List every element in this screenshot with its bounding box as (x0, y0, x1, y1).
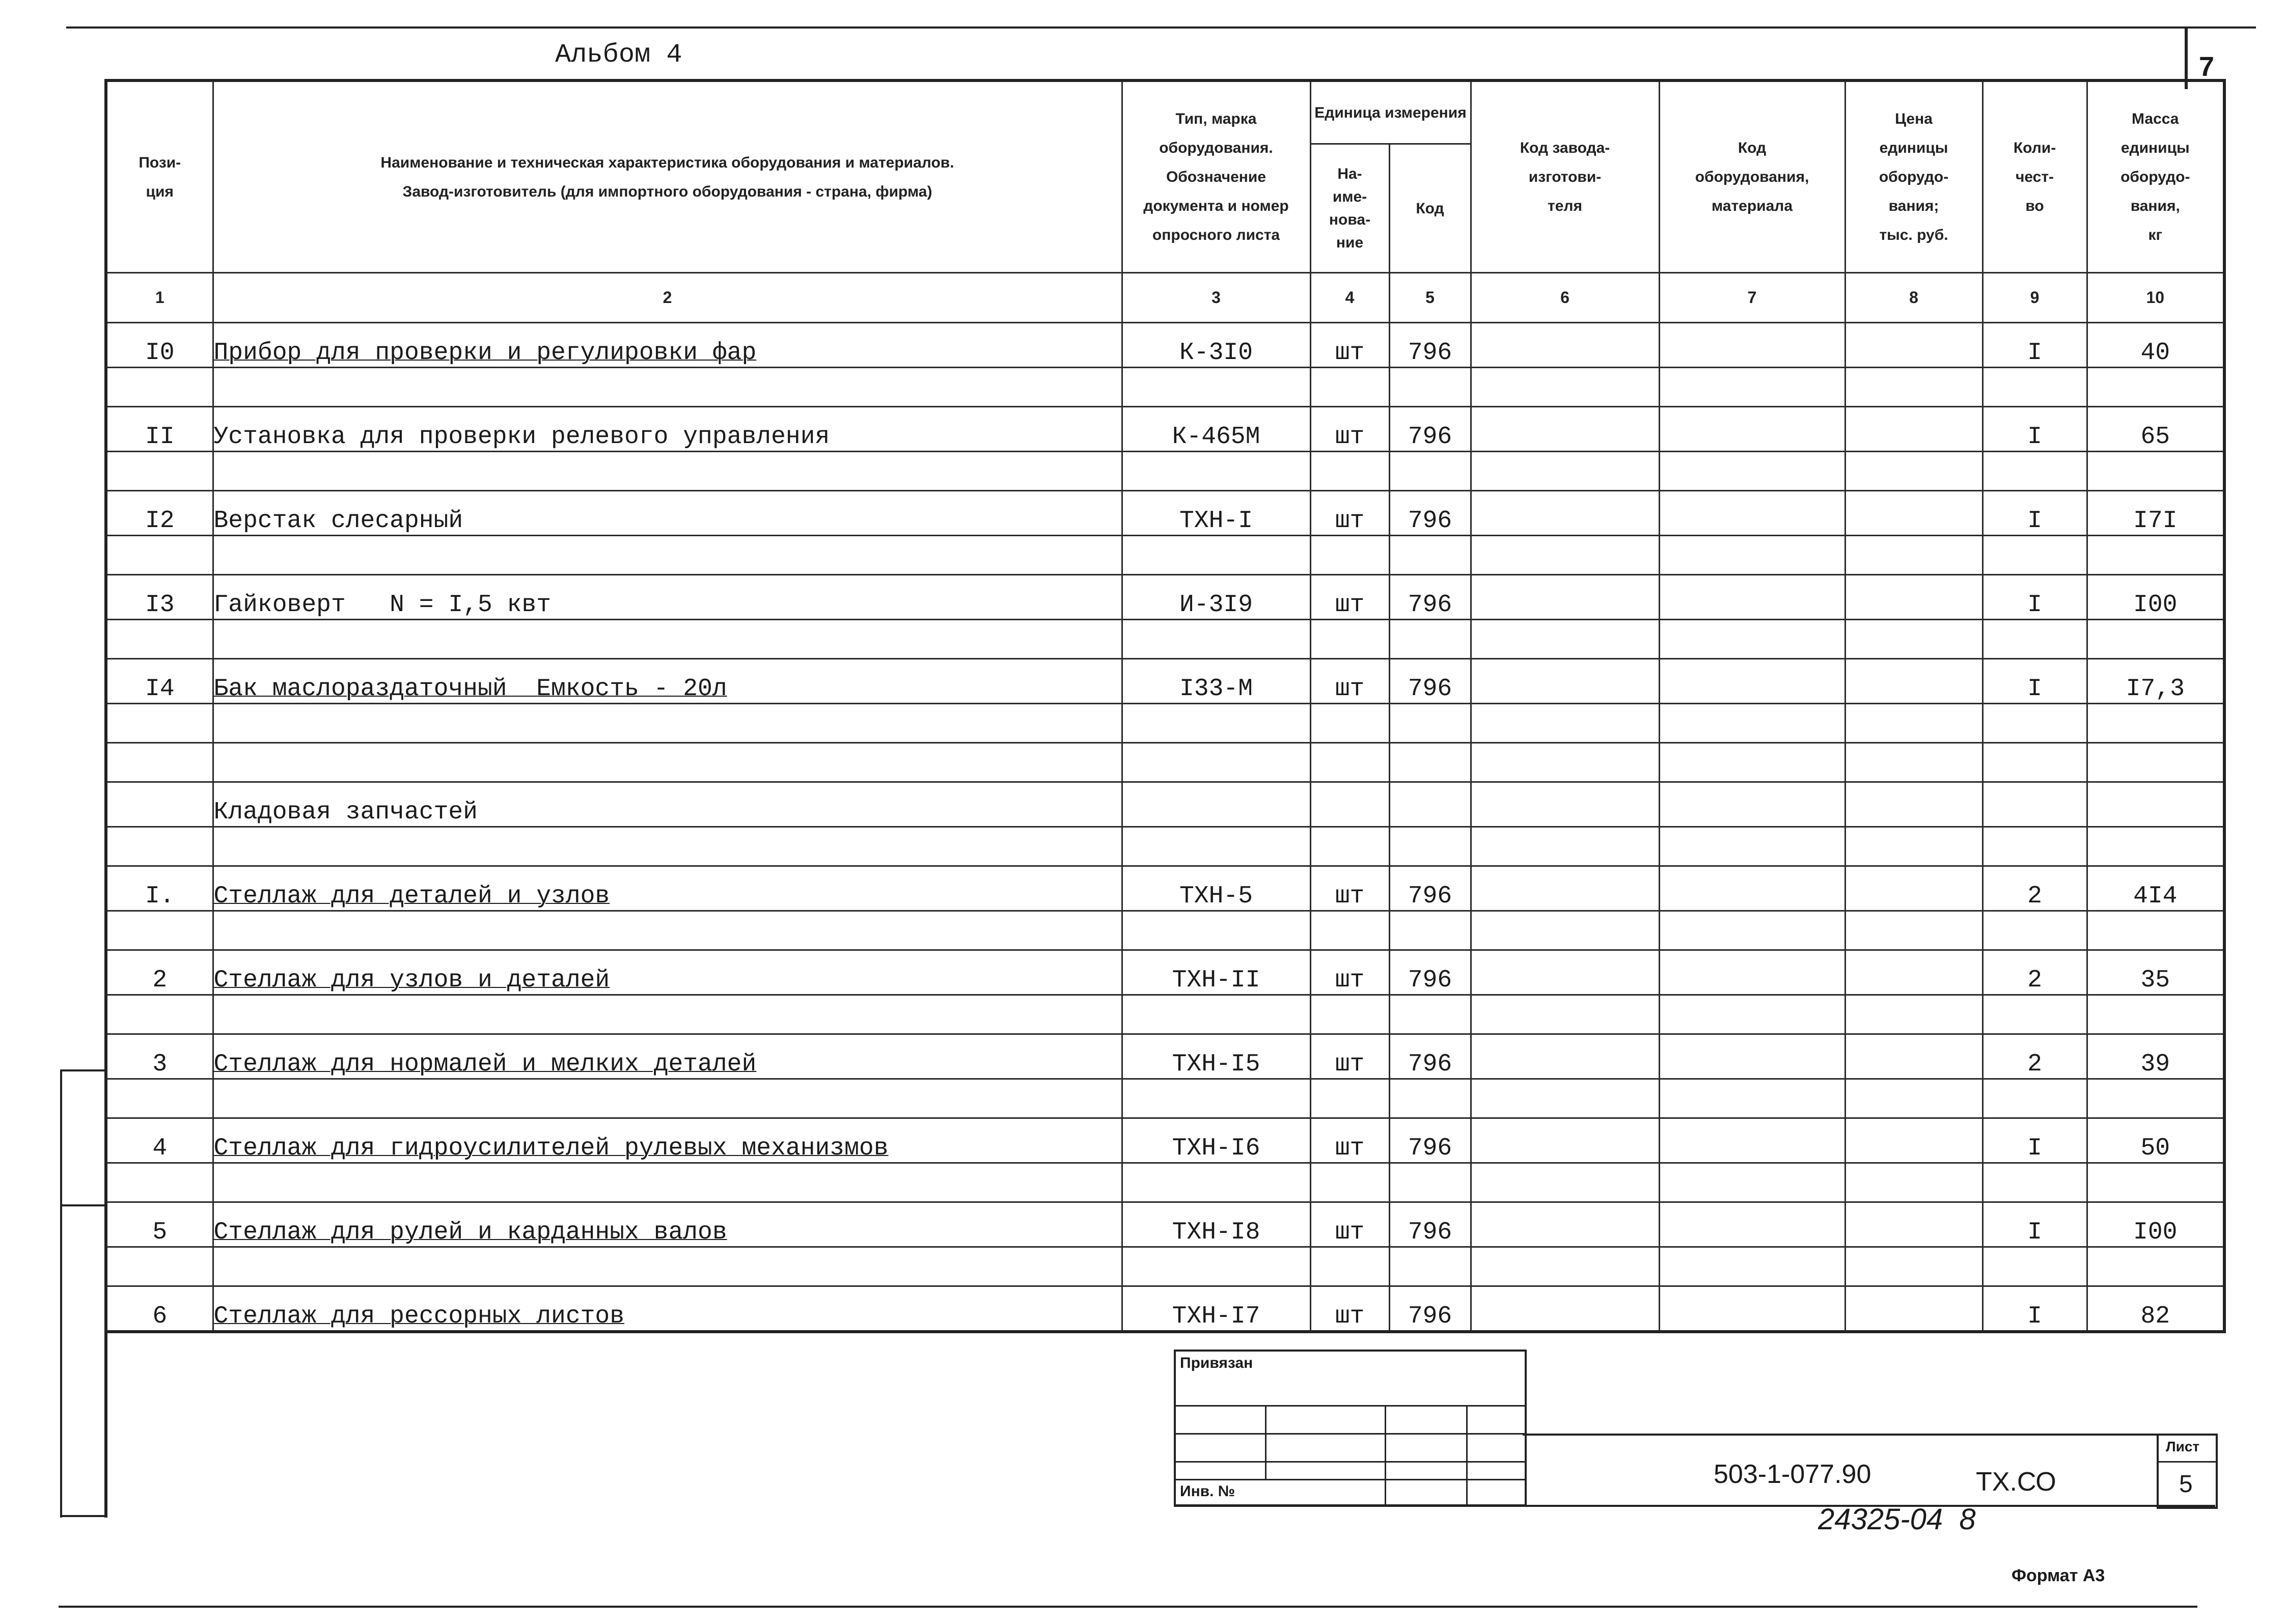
cell-mass: 35 (2087, 950, 2224, 995)
header-qty: Коли- чест- во (1982, 80, 2087, 273)
cell-empty (1659, 1118, 1845, 1163)
doc-code: ТХ.СО (1976, 1467, 2056, 1497)
cell-unit: шт (1310, 1118, 1389, 1163)
spacer-row (106, 827, 2224, 866)
header-unit-name: На- име- нова- ние (1310, 144, 1389, 273)
cell-qty: 2 (1982, 1034, 2087, 1079)
col-num: 3 (1122, 273, 1310, 323)
cell-type: I33-М (1122, 659, 1310, 704)
specification-table (104, 79, 2226, 1333)
cell-code: 796 (1389, 1286, 1471, 1332)
binding-strip-tick (60, 1515, 106, 1517)
cell-name (213, 323, 1122, 368)
cell-empty (1659, 1034, 1845, 1079)
stamp-vline (1385, 1405, 1386, 1504)
stamp-vline (1265, 1405, 1266, 1479)
title-block-line (1174, 1505, 2215, 1507)
cell-type: ТХН-I6 (1122, 1118, 1310, 1163)
col-num: 7 (1659, 273, 1845, 323)
cell-qty: I (1982, 659, 2087, 704)
cell-code: 796 (1389, 1202, 1471, 1247)
header-name: Наименование и техническая характеристика оборудования и материалов. Завод-изготовитель (для импортного оборудования - страна, фирма) (213, 80, 1122, 273)
cell-empty (1659, 575, 1845, 620)
spacer-row (106, 743, 2224, 782)
cell-type: К-3I0 (1122, 323, 1310, 368)
cell-empty (1845, 575, 1982, 620)
col-num: 2 (213, 273, 1122, 323)
col-num: 6 (1471, 273, 1659, 323)
sheet-label: Лист (2166, 1439, 2200, 1454)
col-num: 1 (106, 273, 213, 323)
cell-name (213, 1286, 1122, 1332)
col-num: 10 (2087, 273, 2224, 323)
binding-strip-tick (60, 1069, 106, 1071)
cell-qty: 2 (1982, 866, 2087, 911)
title-block-stamp (1174, 1350, 1527, 1506)
binding-strip-tick (60, 1204, 106, 1206)
cell-pos: 4 (106, 1118, 213, 1163)
cell-name (213, 1202, 1122, 1247)
header-equip-code: Код оборудования, материала (1659, 80, 1845, 273)
cell-name-text: Стеллаж для рессорных листов (213, 1303, 625, 1330)
cell-empty (1659, 1202, 1845, 1247)
spacer-row (106, 620, 2224, 659)
cell-name: Установка для проверки релевого управления (213, 407, 1122, 452)
cell-empty (1471, 1034, 1659, 1079)
header-unit-group: Единица измерения (1310, 80, 1471, 144)
section-title: Кладовая запчастей (213, 782, 1122, 827)
table-row (106, 659, 2224, 704)
cell-name (213, 1034, 1122, 1079)
stamp-line (1176, 1405, 1525, 1407)
cell-empty (1845, 407, 1982, 452)
cell-unit: шт (1310, 575, 1389, 620)
cell-empty (1471, 491, 1659, 536)
table-row (106, 575, 2224, 620)
cell-name (213, 866, 1122, 911)
spacer-row (106, 704, 2224, 743)
cell-empty (1659, 407, 1845, 452)
cell-qty: I (1982, 1202, 2087, 1247)
cell-pos: 2 (106, 950, 213, 995)
cell-empty (1845, 659, 1982, 704)
cell-name: Гайковерт N = I,5 квт (213, 575, 1122, 620)
cell-name-text: Стеллаж для нормалей и мелких деталей (213, 1051, 757, 1078)
stamp-line (1176, 1433, 1525, 1435)
spacer-row (106, 995, 2224, 1034)
cell-qty: I (1982, 575, 2087, 620)
cell-mass: 65 (2087, 407, 2224, 452)
cell-empty (1845, 950, 1982, 995)
cell-unit: шт (1310, 1202, 1389, 1247)
sheet-divider (2159, 1461, 2216, 1463)
cell-code: 796 (1389, 491, 1471, 536)
cell-qty: I (1982, 491, 2087, 536)
cell-unit: шт (1310, 491, 1389, 536)
cell-code: 796 (1389, 659, 1471, 704)
spacer-row (106, 536, 2224, 575)
table-row (106, 1034, 2224, 1079)
cell-mass: 40 (2087, 323, 2224, 368)
cell-pos: I. (106, 866, 213, 911)
cell-empty (1845, 1202, 1982, 1247)
cell-pos: 3 (106, 1034, 213, 1079)
cell-type: ТХН-I5 (1122, 1034, 1310, 1079)
stamp-line (1176, 1479, 1525, 1480)
spacer-row (106, 368, 2224, 407)
cell-pos: 5 (106, 1202, 213, 1247)
cell-empty (1471, 1118, 1659, 1163)
cell-pos: II (106, 407, 213, 452)
spacer-row (106, 1163, 2224, 1202)
cell-name-text: Стеллаж для деталей и узлов (213, 883, 610, 910)
cell-qty: 2 (1982, 950, 2087, 995)
header-plant-code: Код завода- изготови- теля (1471, 80, 1659, 273)
format-label: Формат А3 (2012, 1566, 2105, 1585)
cell-empty (1659, 1286, 1845, 1332)
cell-pos: 6 (106, 1286, 213, 1332)
table-row (106, 1118, 2224, 1163)
column-number-row (106, 273, 2224, 323)
cell-code: 796 (1389, 323, 1471, 368)
cell-empty (1471, 407, 1659, 452)
cell-code: 796 (1389, 1118, 1471, 1163)
cell-empty (1471, 950, 1659, 995)
cell-name (213, 659, 1122, 704)
header-type: Тип, марка оборудования. Обозначение документа и номер опросного листа (1122, 80, 1310, 273)
cell-type: К-465М (1122, 407, 1310, 452)
cell-mass: I7,3 (2087, 659, 2224, 704)
cell-unit: шт (1310, 659, 1389, 704)
cell-unit: шт (1310, 1286, 1389, 1332)
spacer-row (106, 911, 2224, 950)
cell-type: ТХН-II (1122, 950, 1310, 995)
cell-pos: I4 (106, 659, 213, 704)
cell-pos: I3 (106, 575, 213, 620)
cell-mass: I00 (2087, 575, 2224, 620)
cell-empty (1471, 659, 1659, 704)
table-row (106, 1286, 2224, 1332)
cell-type: ТХН-I7 (1122, 1286, 1310, 1332)
top-rule (66, 26, 2256, 29)
cell-empty (1845, 866, 1982, 911)
stamp-line (1176, 1461, 1525, 1463)
table-row (106, 323, 2224, 368)
cell-mass: 39 (2087, 1034, 2224, 1079)
cell-name-text: Стеллаж для рулей и карданных валов (213, 1219, 727, 1246)
cell-pos: I2 (106, 491, 213, 536)
cell-mass: 50 (2087, 1118, 2224, 1163)
cell-name-text: Стеллаж для гидроусилителей рулевых механизмов (213, 1135, 889, 1162)
cell-code: 796 (1389, 1034, 1471, 1079)
album-title: Альбом 4 (555, 40, 682, 70)
cell-name-text: Прибор для проверки и регулировки фар (213, 339, 757, 367)
handwritten-number: 24325-04 8 (1818, 1503, 1976, 1536)
cell-mass: 4I4 (2087, 866, 2224, 911)
cell-name-text: Бак маслораздаточный Емкость - 20л (213, 675, 727, 703)
cell-name (213, 1118, 1122, 1163)
bottom-rule (59, 1606, 2197, 1608)
cell-empty (1659, 659, 1845, 704)
cell-code: 796 (1389, 866, 1471, 911)
cell-empty (1471, 1286, 1659, 1332)
cell-empty (1471, 1202, 1659, 1247)
stamp-vline (1466, 1405, 1468, 1504)
col-num: 8 (1845, 273, 1982, 323)
cell-mass: 82 (2087, 1286, 2224, 1332)
cell-unit: шт (1310, 866, 1389, 911)
header-unit-code: Код (1389, 144, 1471, 273)
cell-qty: I (1982, 407, 2087, 452)
table-row (106, 866, 2224, 911)
header-row (106, 80, 2224, 144)
cell-empty (1845, 1286, 1982, 1332)
col-num: 4 (1310, 273, 1389, 323)
cell-empty (1471, 323, 1659, 368)
spacer-row (106, 1079, 2224, 1118)
page-corner-number: 7 (2199, 51, 2215, 82)
section-row (106, 782, 2224, 827)
cell-empty (1659, 950, 1845, 995)
cell-empty (1845, 491, 1982, 536)
cell-empty (106, 782, 213, 827)
cell-pos: I0 (106, 323, 213, 368)
header-position: Пози- ция (106, 80, 213, 273)
cell-code: 796 (1389, 407, 1471, 452)
cell-qty: I (1982, 323, 2087, 368)
cell-qty: I (1982, 1286, 2087, 1332)
cell-empty (1471, 866, 1659, 911)
cell-type: ТХН-5 (1122, 866, 1310, 911)
cell-empty (1845, 1118, 1982, 1163)
col-num: 9 (1982, 273, 2087, 323)
cell-qty: I (1982, 1118, 2087, 1163)
cell-empty (1659, 491, 1845, 536)
sheet-box (2157, 1434, 2218, 1509)
table-row (106, 407, 2224, 452)
title-block-line (1523, 1434, 2157, 1436)
cell-mass: I00 (2087, 1202, 2224, 1247)
sheet-number: 5 (2179, 1471, 2193, 1498)
header-mass: Масса единицы оборудо- вания, кг (2087, 80, 2224, 273)
inv-label: Инв. № (1180, 1483, 1235, 1500)
cell-mass: I7I (2087, 491, 2224, 536)
cell-empty (1659, 866, 1845, 911)
cell-code: 796 (1389, 575, 1471, 620)
cell-name-text: Стеллаж для узлов и деталей (213, 967, 610, 994)
col-num: 5 (1389, 273, 1471, 323)
bound-label: Привязан (1180, 1355, 1253, 1371)
binding-strip-line (60, 1069, 62, 1518)
spacer-row (106, 452, 2224, 491)
cell-unit: шт (1310, 1034, 1389, 1079)
header-price: Цена единицы оборудо- вания; тыс. руб. (1845, 80, 1982, 273)
cell-type: ТХН-I (1122, 491, 1310, 536)
cell-empty (1471, 575, 1659, 620)
table-row (106, 1202, 2224, 1247)
cell-empty (1845, 323, 1982, 368)
doc-number: 503-1-077.90 (1714, 1460, 1871, 1489)
cell-code: 796 (1389, 950, 1471, 995)
cell-type: И-3I9 (1122, 575, 1310, 620)
cell-empty (1845, 1034, 1982, 1079)
cell-name (213, 950, 1122, 995)
cell-unit: шт (1310, 407, 1389, 452)
table-row (106, 491, 2224, 536)
spacer-row (106, 1247, 2224, 1286)
cell-unit: шт (1310, 950, 1389, 995)
cell-empty (1659, 323, 1845, 368)
cell-name: Верстак слесарный (213, 491, 1122, 536)
table-row (106, 950, 2224, 995)
cell-type: ТХН-I8 (1122, 1202, 1310, 1247)
cell-unit: шт (1310, 323, 1389, 368)
